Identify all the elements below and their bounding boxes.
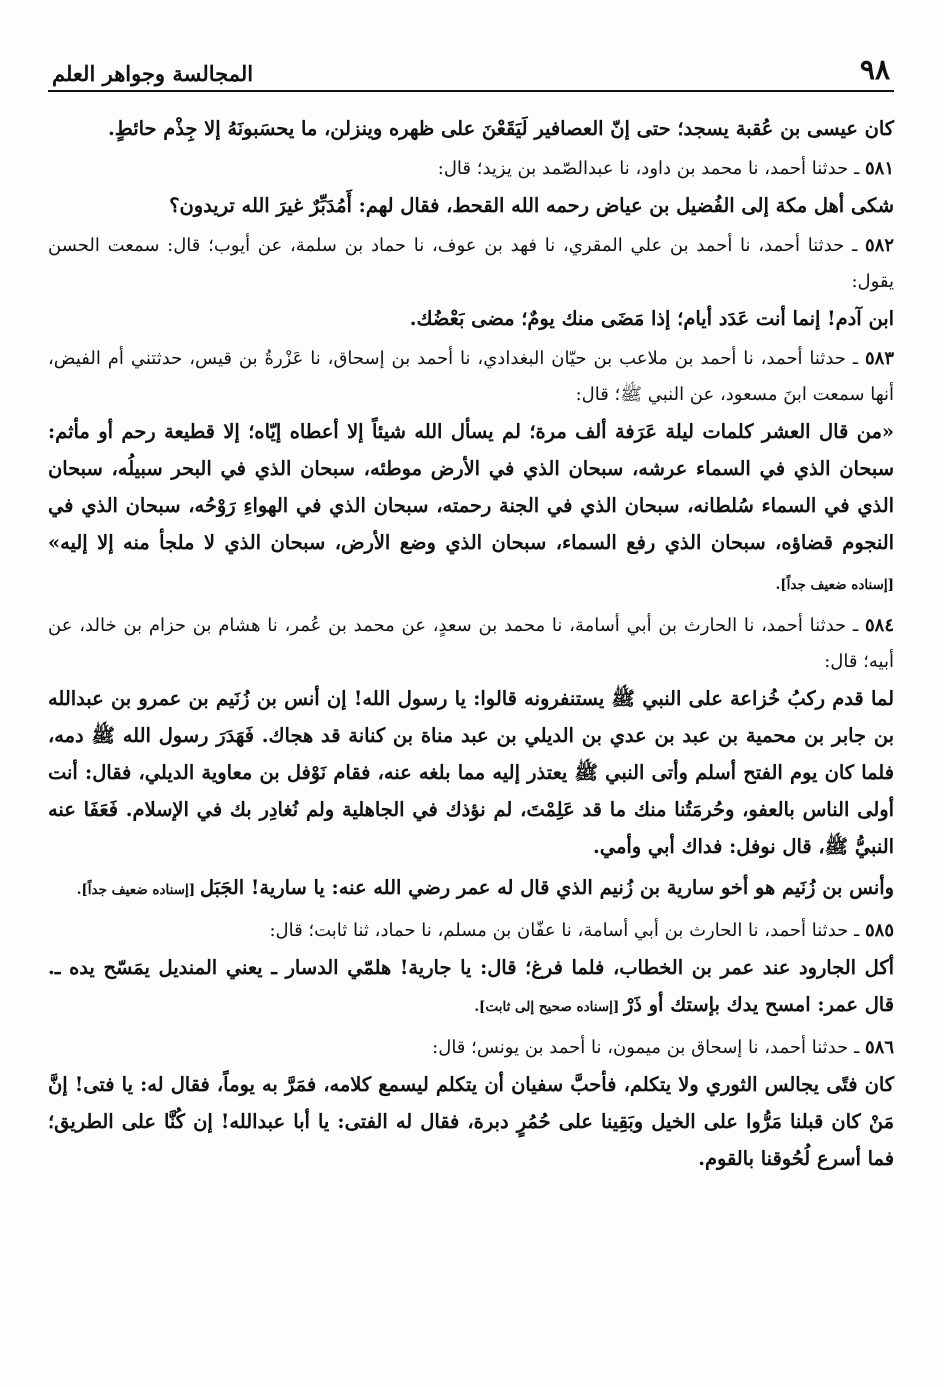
- hadith-number: ٥٨١: [864, 158, 894, 179]
- paragraph: كان فتًى يجالس الثوري ولا يتكلم، فأحبَّ سفيان أن يتكلم ليسمع كلامه، فمَرَّ به يوماً، فقال له: يا فتى! إنَّ مَنْ كان قبلنا مَرُّوا على الخيل وبَقِينا على حُمُرٍ دبرة، فقال له الفتى: يا أبا عبدالله! إن كُنَّا على الطريق؛ فما أسرع لُحُوقنا بالقوم.: [48, 1073, 894, 1170]
- paragraph: أكل الجارود عند عمر بن الخطاب، فلما فرغ؛ قال: يا جارية! هلمّي الدسار ـ يعني المنديل يمَسّح يده ـ. قال عمر: امسح يدك بإستك أو ذَرْ [إسناده صحيح إلى ثابت].: [48, 956, 894, 1016]
- paragraph: كان عيسى بن عُقبة يسجد؛ حتى إنّ العصافير لَيَقَعْنَ على ظهره وينزلن، ما يحسَبونَهُ إلا جِذْم حائطٍ.: [108, 117, 894, 140]
- isnad-582: ٥٨٢ ـ حدثنا أحمد، نا أحمد بن علي المقري، نا فهد بن عوف، نا حماد بن سلمة، عن أيوب؛ قال: سمعت الحسن يقول:: [48, 235, 894, 292]
- page-header: [48, 53, 894, 92]
- hadith-number: ٥٨٣: [864, 348, 894, 369]
- paragraph: ابن آدم! إنما أنت عَدَد أيام؛ إذا مَضَى منك يومٌ؛ مضى بَعْضُك.: [409, 307, 894, 330]
- grading-note: [إسناده ضعيف جداً].: [775, 577, 894, 593]
- grading-note: [إسناده ضعيف جداً].: [76, 882, 200, 898]
- isnad-583: ٥٨٣ ـ حدثنا أحمد، نا أحمد بن ملاعب بن حيّان البغدادي، نا أحمد بن إسحاق، نا عَزْرةُ بن قيس، حدثتني أم الفيض، أنها سمعت ابنَ مسعود، عن النبي ﷺ؛ قال:: [48, 348, 894, 405]
- paragraph: «من قال العشر كلمات ليلة عَرَفة ألف مرة؛ لم يسأل الله شيئاً إلا أعطاه إيّاه؛ إلا قطيعة رحم أو مأثم: سبحان الذي في السماء عرشه، سبحان الذي في الأرض موطئه، سبحان الذي في البحر سبيلُه، سبحان الذي في السماء سُلطانه، سبحان الذي في الجنة رحمته، سبحان الذي في الهواءِ رَوْحُه، سبحان الذي في النجوم قضاؤه، سبحان الذي رفع السماء، سبحان الذي وضع الأرض، سبحان الذي لا ملجأ منه إلا إليه» [إسناده ضعيف جداً].: [48, 420, 894, 593]
- hadith-number: ٥٨٢: [864, 235, 894, 256]
- hadith-number: ٥٨٥: [864, 920, 894, 941]
- isnad-584: ٥٨٤ ـ حدثنا أحمد، نا الحارث بن أبي أسامة، نا محمد بن سعدٍ، عن محمد بن عُمر، نا هشام بن حزام بن خالد، عن أبيه؛ قال:: [48, 615, 894, 672]
- running-title: المجالسة وجواهر العلم: [52, 61, 254, 86]
- paragraph: لما قدم ركبُ خُزاعة على النبي ﷺ يستنفرونه قالوا: يا رسول الله! إن أنس بن زُنَيم بن عمرو بن عبدالله بن جابر بن محمية بن عبد بن عدي بن الديلي بن عبد مناة بن كنانة قد هجاك. فَهَدَرَ رسول الله ﷺ دمه، فلما كان يوم الفتح أسلم وأتى النبي ﷺ يعتذر إليه مما بلغه عنه، فقام نَوْفل بن معاوية الديلي، فقال: أنت أولى الناس بالعفو، وحُرمَتُنا منك ما قد عَلِمْتَ، لم نؤذك في الجاهلية ولم نُغادِر بك في الإسلام. فَعَفَا عنه النبيُّ ﷺ، قال نوفل: فداك أبي وأمي.: [48, 687, 894, 858]
- hadith-number: ٥٨٤: [864, 615, 894, 636]
- page-body: [48, 110, 894, 1177]
- grading-note: [إسناده صحيح إلى ثابت].: [474, 999, 624, 1015]
- isnad-581: ٥٨١ ـ حدثنا أحمد، نا محمد بن داود، نا عبدالصّمد بن يزيد؛ قال:: [437, 158, 894, 179]
- isnad-585: ٥٨٥ ـ حدثنا أحمد، نا الحارث بن أبي أسامة، نا عفّان بن مسلم، نا حماد، ثنا ثابت؛ قال:: [269, 920, 894, 941]
- paragraph: وأنس بن زُنَيم هو أخو سارية بن زُنيم الذي قال له عمر رضي الله عنه: يا سارية! الجَبَل [إسناده ضعيف جداً].: [76, 876, 894, 899]
- page-number: ٩٨: [859, 53, 890, 86]
- hadith-number: ٥٨٦: [864, 1037, 894, 1058]
- isnad-586: ٥٨٦ ـ حدثنا أحمد، نا إسحاق بن ميمون، نا أحمد بن يونس؛ قال:: [432, 1037, 894, 1058]
- paragraph: شكى أهل مكة إلى الفُضيل بن عياض رحمه الله القحط، فقال لهم: أَمُدَبِّرٌ غيرَ الله تريدون؟: [169, 194, 894, 217]
